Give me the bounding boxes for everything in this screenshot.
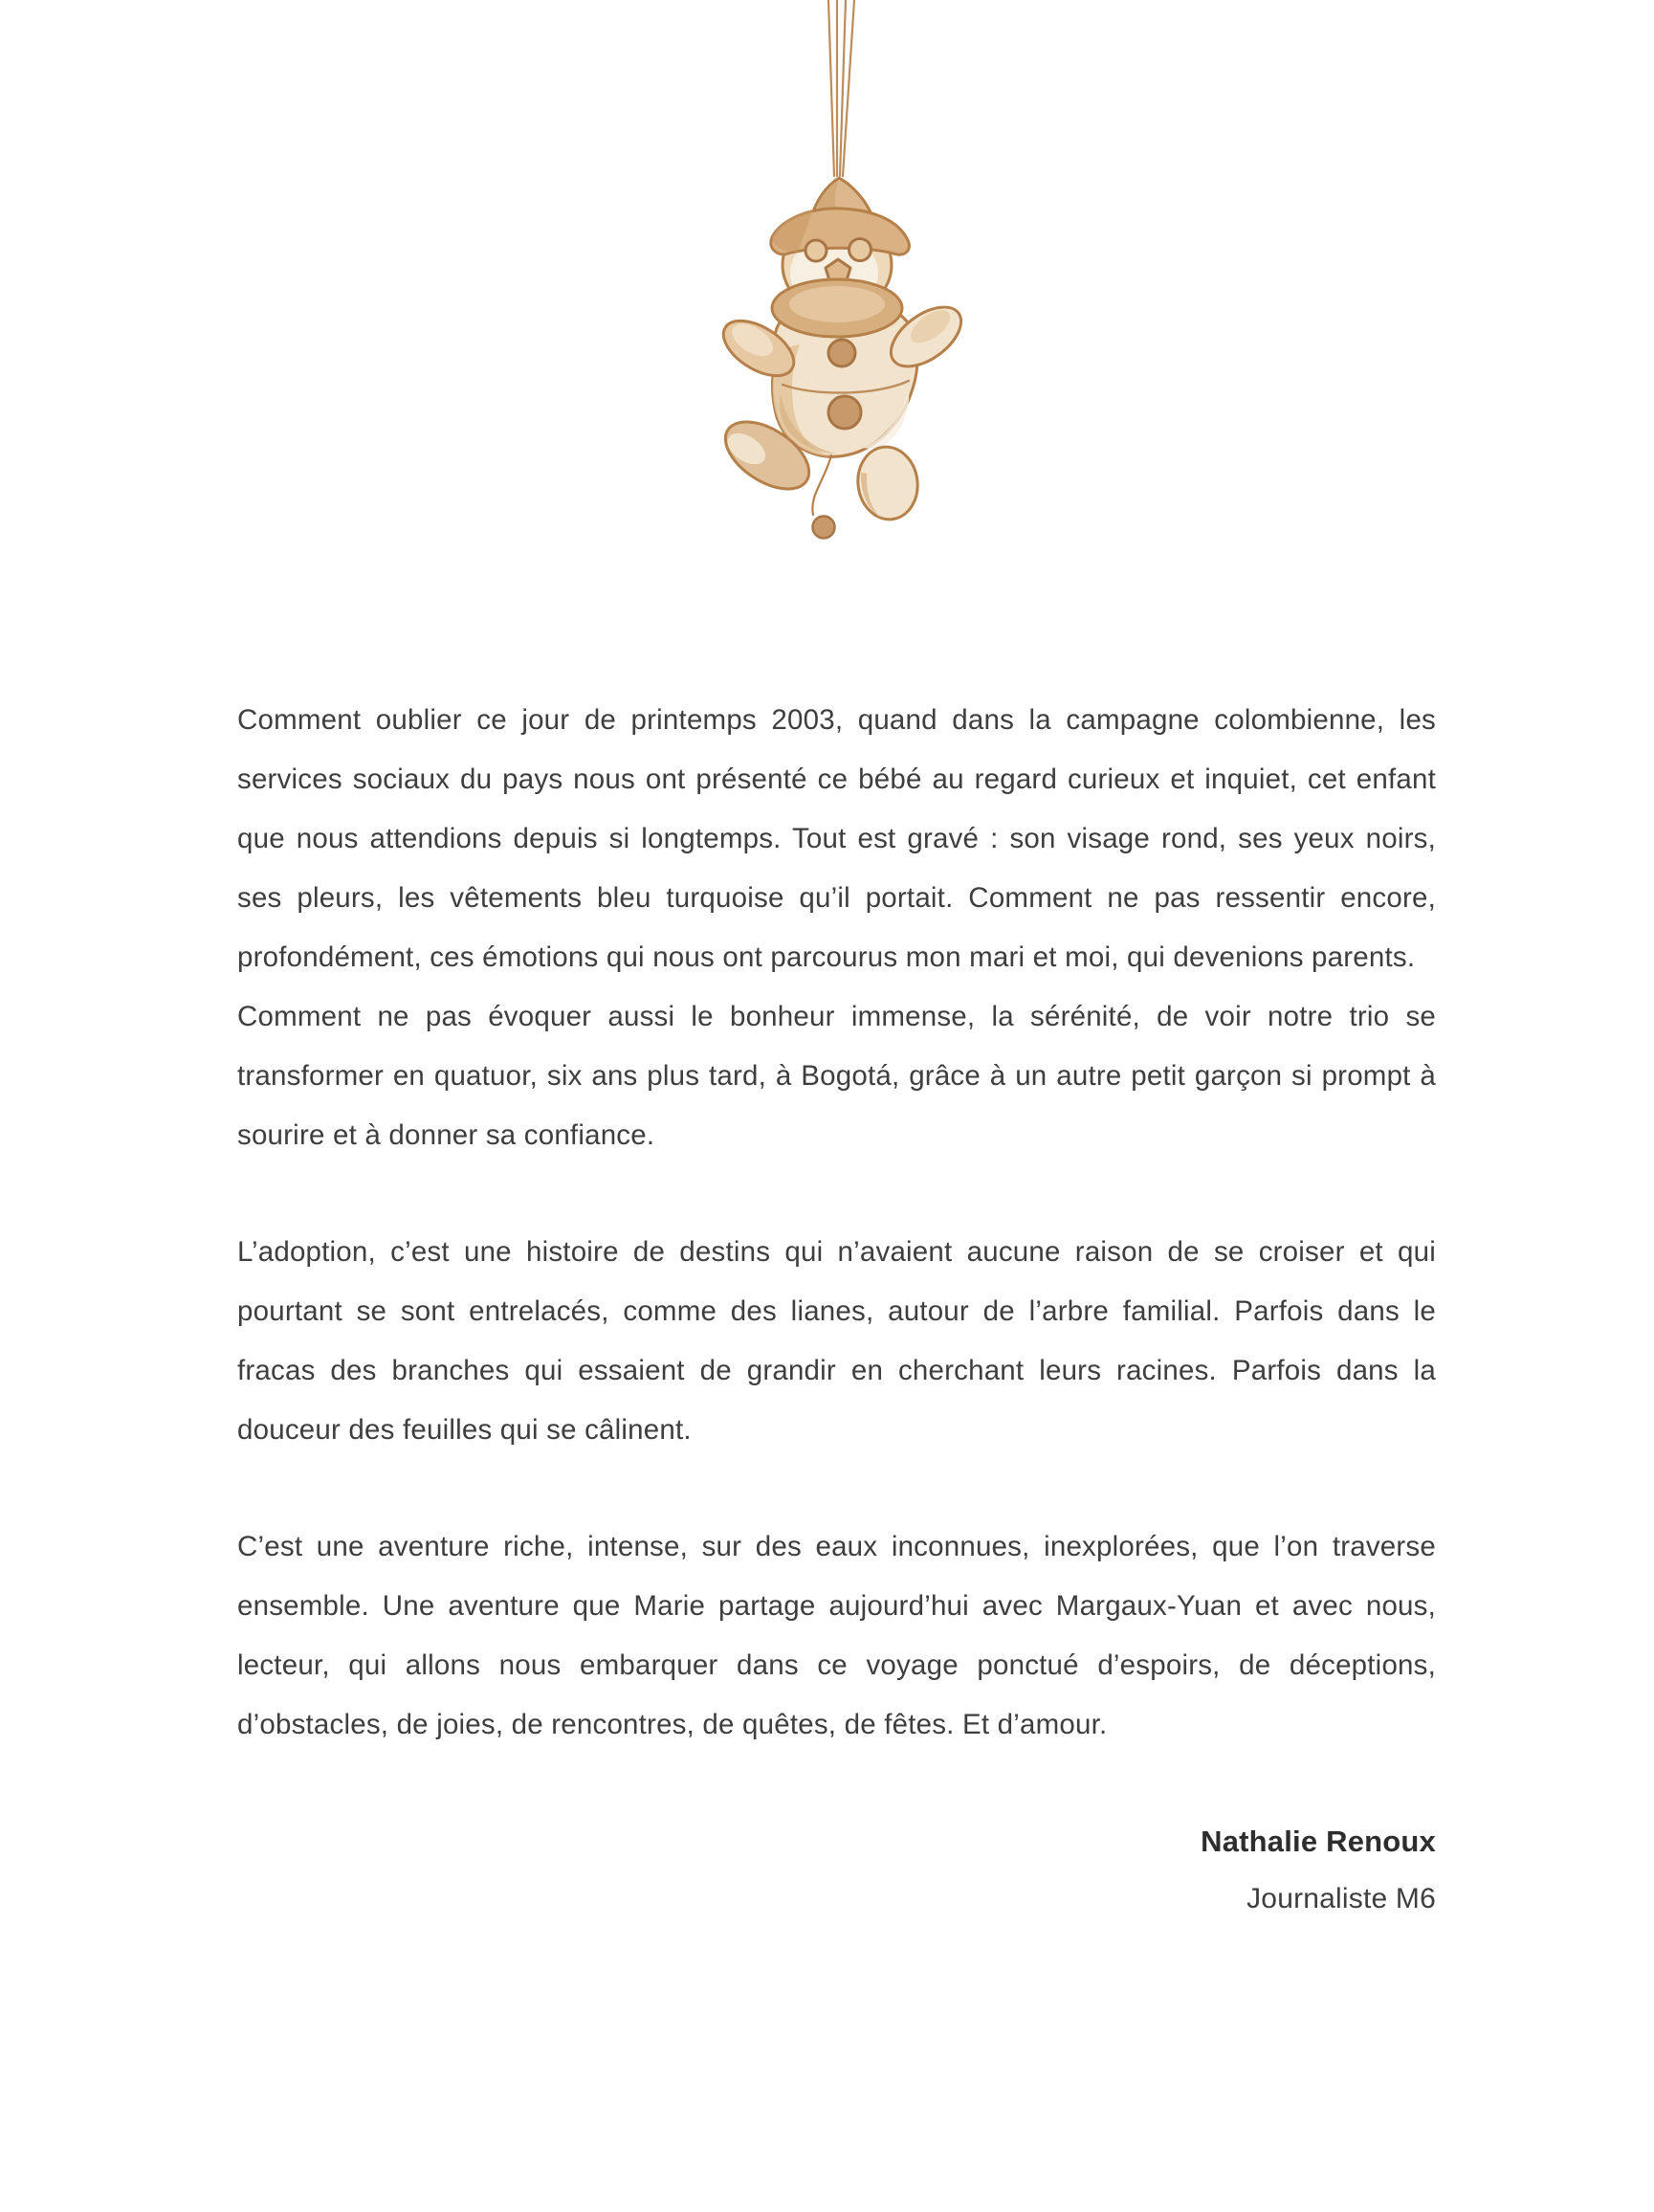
pull-string-icon — [812, 455, 834, 539]
paragraph-2: Comment ne pas évoquer aussi le bonheur immense, la sérénité, de voir notre trio se transformer en quatuor, six ans plus tard, à Bogotá, grâce à un autre petit garçon si prompt à sourire et à donner sa confiance. — [237, 1001, 1436, 1151]
paragraph-1: Comment oublier ce jour de printemps 2003, quand dans la campagne colombienne, les services sociaux du pays nous ont présenté ce bébé au regard curieux et inquiet, cet enfant que nous attendions depuis si longtemps. Tout est gravé : son visage rond, ses yeux noirs, ses pleurs, les vêtements bleu turquoise qu’il portait. Comment ne pas ressentir encore, profondément, ces émotions qui nous ont parcourus mon mari et moi, qui devenions parents. — [237, 704, 1436, 973]
hat-brim-icon — [771, 209, 910, 254]
paragraph-3: L’adoption, c’est une histoire de destins qui n’avaient aucune raison de se croiser et qui pourtant se sont entrelacés, comme des lianes, autour de l’arbre familial. Parfois dans le fracas des branches qui essaient de grandir en cherchant leurs racines. Parfois dans la douceur des feuilles qui se câlinent. — [237, 1236, 1436, 1446]
hanging-strings-icon — [828, 0, 854, 176]
signature-name: Nathalie Renoux — [1201, 1825, 1436, 1858]
ruff-collar-icon — [772, 279, 902, 337]
right-leg-icon — [853, 443, 922, 523]
hanging-toy-illustration — [631, 0, 1052, 593]
paragraph-4: C’est une aventure riche, intense, sur des eaux inconnues, inexplorées, que l’on traverse ensemble. Une aventure que Marie partage aujourd’hui avec Margaux-Yuan et avec nous, lecteur, qui allons nous embarquer dans ce voyage ponctué d’espoirs, de déceptions, d’obstacles, de joies, de rencontres, de quêtes, de fêtes. Et d’amour. — [237, 1531, 1436, 1740]
preface-text — [237, 691, 1436, 1927]
signature-block — [237, 1812, 1436, 1927]
signature-title: Journaliste M6 — [1246, 1883, 1436, 1914]
